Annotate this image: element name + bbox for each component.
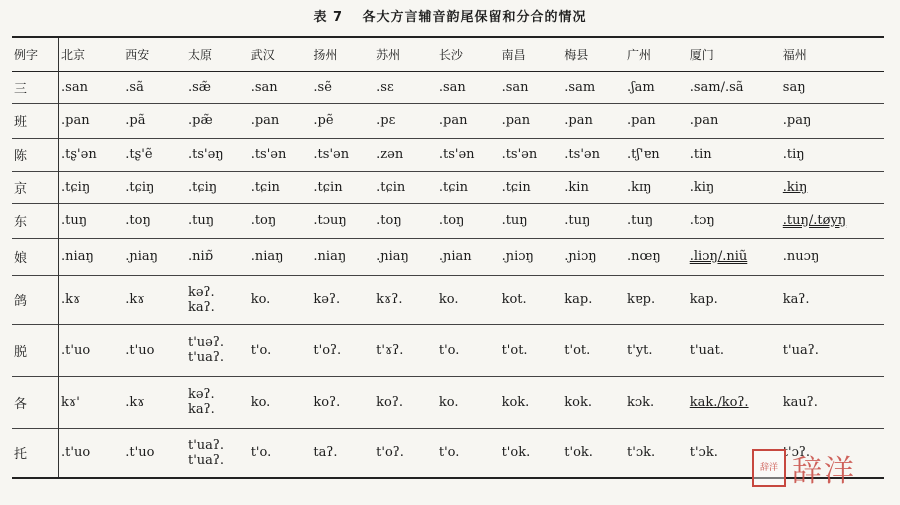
pronunciation-text: .tɔuŋ <box>313 213 347 228</box>
pronunciation-text: .sæ̃ <box>187 79 212 95</box>
pronunciation-cell <box>249 428 312 478</box>
pronunciation-text: .tɕin <box>250 179 280 195</box>
pronunciation-cell <box>781 324 884 376</box>
pronunciation-cell <box>186 275 249 324</box>
pronunciation-text: kɔk. <box>627 394 655 410</box>
pronunciation-cell <box>437 376 500 428</box>
pronunciation-cell <box>59 171 124 203</box>
pronunciation-cell <box>374 203 437 238</box>
pronunciation-cell <box>781 71 884 103</box>
dialect-table <box>12 36 884 479</box>
pronunciation-text: .kin <box>564 179 589 195</box>
pronunciation-text: .sɛ <box>376 79 394 95</box>
pronunciation-cell <box>625 275 688 324</box>
pronunciation-text: .ts'ən <box>438 147 475 162</box>
pronunciation-text: .paŋ <box>782 113 812 128</box>
pronunciation-text: ko. <box>250 292 271 307</box>
column-header: 福州 <box>782 47 807 62</box>
pronunciation-text: kap. <box>564 292 593 307</box>
pronunciation-text: t'ot. <box>564 342 591 358</box>
pronunciation-text: t'ɤʔ. <box>376 342 404 358</box>
pronunciation-text: .zən <box>376 147 404 162</box>
pronunciation-cell <box>688 238 781 275</box>
column-header: 长沙 <box>438 47 463 62</box>
table-row <box>12 71 884 103</box>
pronunciation-text: .t'uo <box>125 445 155 461</box>
pronunciation-cell <box>59 428 124 478</box>
column-header: 西安 <box>125 47 150 62</box>
pronunciation-cell <box>249 203 312 238</box>
pronunciation-text: .pæ̃ <box>187 113 213 128</box>
pronunciation-cell <box>123 171 186 203</box>
pronunciation-cell <box>437 203 500 238</box>
pronunciation-cell <box>781 103 884 138</box>
pronunciation-text: .kɤ <box>61 292 81 307</box>
pronunciation-text: .tɕin <box>313 179 343 195</box>
pronunciation-text: .tɕin <box>376 179 406 195</box>
pronunciation-cell <box>688 71 781 103</box>
pronunciation-text: .tuŋ/.tøyŋ <box>782 213 847 228</box>
pronunciation-cell <box>562 324 625 376</box>
column-header: 厦门 <box>689 47 714 62</box>
pronunciation-cell <box>562 275 625 324</box>
watermark <box>752 448 856 488</box>
pronunciation-text: .toŋ <box>376 213 402 228</box>
pronunciation-cell <box>374 103 437 138</box>
pronunciation-text: t'o. <box>250 445 272 461</box>
pronunciation-cell <box>374 376 437 428</box>
pronunciation-cell <box>781 171 884 203</box>
pronunciation-text: .t'uo <box>125 342 155 358</box>
pronunciation-text: .liɔŋ/.niũ <box>689 249 748 264</box>
pronunciation-text: .nuɔŋ <box>782 249 820 264</box>
pronunciation-cell <box>374 71 437 103</box>
pronunciation-text: .toŋ <box>438 213 465 228</box>
pronunciation-text: .ɲian <box>438 249 472 264</box>
pronunciation-cell <box>625 203 688 238</box>
pronunciation-text: .tʂ'ẽ <box>125 147 153 162</box>
pronunciation-text: .pan <box>250 113 280 128</box>
table-row <box>12 138 884 171</box>
pronunciation-text: .pan <box>438 113 468 128</box>
pronunciation-cell <box>59 376 124 428</box>
pronunciation-text: .ts'əŋ <box>187 147 224 162</box>
column-header: 梅县 <box>564 47 589 62</box>
pronunciation-text: .tɔŋ <box>689 213 715 228</box>
pronunciation-cell <box>625 71 688 103</box>
pronunciation-text: t'oʔ. <box>376 445 404 461</box>
pronunciation-text: .niaŋ <box>61 249 94 264</box>
pronunciation-text: .tuŋ <box>564 213 591 228</box>
pronunciation-text: t'oʔ. <box>313 342 342 358</box>
pronunciation-text: t'ɔk. <box>689 445 718 461</box>
pronunciation-cell <box>437 275 500 324</box>
pronunciation-cell <box>625 324 688 376</box>
header-row <box>12 37 884 71</box>
pronunciation-text: kauʔ. <box>782 394 818 410</box>
pronunciation-cell <box>781 238 884 275</box>
pronunciation-text: .sam/.sã <box>689 79 744 95</box>
pronunciation-text: kəʔ. <box>313 292 341 307</box>
pronunciation-text: .toŋ <box>250 213 277 228</box>
pronunciation-cell <box>311 203 374 238</box>
pronunciation-text: .tɕiŋ <box>61 179 91 195</box>
pronunciation-text: t'uəʔ. t'uaʔ. <box>187 335 225 365</box>
table-row <box>12 238 884 275</box>
pronunciation-cell <box>123 275 186 324</box>
table-body <box>12 71 884 478</box>
pronunciation-cell <box>123 203 186 238</box>
column-header: 南昌 <box>501 47 526 62</box>
pronunciation-text: .t'uo <box>61 445 91 461</box>
pronunciation-cell <box>311 376 374 428</box>
column-header: 扬州 <box>313 47 338 62</box>
pronunciation-cell <box>249 238 312 275</box>
pronunciation-cell <box>437 238 500 275</box>
watermark-logo-text: 辞洋 <box>759 463 778 473</box>
pronunciation-text: .san <box>501 79 529 95</box>
pronunciation-text: .pẽ <box>313 113 334 128</box>
pronunciation-text: .tɕiŋ <box>125 179 155 195</box>
pronunciation-cell <box>500 138 563 171</box>
pronunciation-text: .pɛ <box>376 113 396 128</box>
pronunciation-cell <box>311 275 374 324</box>
table-row <box>12 203 884 238</box>
pronunciation-text: .tin <box>689 147 712 162</box>
pronunciation-text: .kɪŋ <box>627 179 652 195</box>
pronunciation-cell <box>688 171 781 203</box>
watermark-text: 辞洋 <box>792 454 856 489</box>
pronunciation-text: t'ok. <box>564 445 593 461</box>
pronunciation-text: .pan <box>501 113 531 128</box>
pronunciation-text: .nœŋ <box>627 249 661 264</box>
pronunciation-cell <box>625 238 688 275</box>
column-header: 苏州 <box>376 47 401 62</box>
pronunciation-cell <box>374 171 437 203</box>
pronunciation-text: .tiŋ <box>782 147 805 162</box>
pronunciation-cell <box>59 275 124 324</box>
pronunciation-text: .tʂ'ən <box>61 147 97 162</box>
pronunciation-text: .tɕiŋ <box>187 179 218 195</box>
pronunciation-text: .san <box>61 79 88 95</box>
pronunciation-cell <box>123 71 186 103</box>
table-row <box>12 324 884 376</box>
pronunciation-cell <box>562 138 625 171</box>
pronunciation-cell <box>562 238 625 275</box>
example-char: 三 <box>12 71 59 103</box>
pronunciation-cell <box>688 275 781 324</box>
pronunciation-cell <box>249 103 312 138</box>
pronunciation-cell <box>437 171 500 203</box>
pronunciation-cell <box>374 138 437 171</box>
column-header: 广州 <box>627 47 652 62</box>
pronunciation-cell <box>123 376 186 428</box>
pronunciation-text: kɤ' <box>61 394 80 410</box>
pronunciation-text: .ts'ən <box>313 147 350 162</box>
pronunciation-text: .t'uo <box>61 342 91 358</box>
pronunciation-cell <box>186 376 249 428</box>
pronunciation-text: .san <box>250 79 278 95</box>
pronunciation-cell <box>59 138 124 171</box>
pronunciation-text: t'ok. <box>501 445 531 461</box>
pronunciation-cell <box>437 428 500 478</box>
example-char: 各 <box>12 376 59 428</box>
pronunciation-cell <box>625 138 688 171</box>
pronunciation-text: ko. <box>250 394 271 410</box>
pronunciation-cell <box>781 275 884 324</box>
pronunciation-cell <box>374 238 437 275</box>
example-char: 班 <box>12 103 59 138</box>
pronunciation-text: .tɕin <box>501 179 531 195</box>
table-row <box>12 103 884 138</box>
pronunciation-text: .niɒ̃ <box>187 249 213 264</box>
pronunciation-text: .ʃam <box>627 79 655 95</box>
pronunciation-cell <box>688 376 781 428</box>
pronunciation-cell <box>311 103 374 138</box>
pronunciation-text: ko. <box>438 394 459 410</box>
pronunciation-text: .tuŋ <box>187 213 215 228</box>
pronunciation-cell <box>59 324 124 376</box>
pronunciation-text: .ɲiaŋ <box>125 249 159 264</box>
pronunciation-text: t'o. <box>438 342 460 358</box>
pronunciation-cell <box>186 171 249 203</box>
pronunciation-cell <box>311 324 374 376</box>
pronunciation-text: .sã <box>125 79 144 95</box>
example-char: 鸽 <box>12 275 59 324</box>
pronunciation-cell <box>311 71 374 103</box>
example-char: 托 <box>12 428 59 478</box>
pronunciation-cell <box>500 428 563 478</box>
pronunciation-cell <box>562 171 625 203</box>
pronunciation-text: kap. <box>689 292 718 307</box>
pronunciation-cell <box>311 138 374 171</box>
pronunciation-cell <box>688 324 781 376</box>
pronunciation-text: .pan <box>61 113 90 128</box>
pronunciation-text: .sẽ <box>313 79 332 95</box>
pronunciation-cell <box>186 324 249 376</box>
pronunciation-text: .ts'ən <box>250 147 287 162</box>
pronunciation-text: .niaŋ <box>250 249 284 264</box>
pronunciation-text: t'ɔk. <box>627 445 656 461</box>
column-header: 太原 <box>187 47 212 62</box>
pronunciation-cell <box>59 238 124 275</box>
pronunciation-cell <box>625 376 688 428</box>
column-header: 例字 <box>12 37 59 71</box>
pronunciation-text: .kɤ <box>125 292 145 307</box>
pronunciation-cell <box>123 324 186 376</box>
pronunciation-cell <box>437 103 500 138</box>
pronunciation-cell <box>781 138 884 171</box>
pronunciation-text: kəʔ. kaʔ. <box>187 387 215 417</box>
pronunciation-cell <box>374 428 437 478</box>
example-char: 脱 <box>12 324 59 376</box>
pronunciation-cell <box>186 71 249 103</box>
pronunciation-cell <box>249 376 312 428</box>
pronunciation-cell <box>500 103 563 138</box>
pronunciation-text: t'uaʔ. t'uaʔ. <box>187 437 225 468</box>
pronunciation-cell <box>374 275 437 324</box>
pronunciation-text: .ts'ən <box>501 147 538 162</box>
pronunciation-text: .sam <box>564 79 596 95</box>
pronunciation-cell <box>500 376 563 428</box>
pronunciation-cell <box>500 71 563 103</box>
pronunciation-cell <box>500 324 563 376</box>
pronunciation-cell <box>500 275 563 324</box>
pronunciation-text: .kiŋ <box>782 179 808 195</box>
pronunciation-text: t'uat. <box>689 342 725 358</box>
pronunciation-text: t'ot. <box>501 342 528 358</box>
pronunciation-cell <box>500 238 563 275</box>
pronunciation-cell <box>249 324 312 376</box>
pronunciation-cell <box>123 103 186 138</box>
pronunciation-cell <box>249 275 312 324</box>
pronunciation-text: .ɲiɔŋ <box>501 249 534 264</box>
table-row <box>12 171 884 203</box>
pronunciation-cell <box>374 324 437 376</box>
pronunciation-cell <box>186 103 249 138</box>
pronunciation-text: kɤʔ. <box>376 292 403 307</box>
pronunciation-cell <box>688 203 781 238</box>
pronunciation-cell <box>186 203 249 238</box>
pronunciation-text: saŋ <box>782 79 806 95</box>
pronunciation-text: kok. <box>501 394 530 410</box>
pronunciation-text: .tʃ'ɐn <box>627 147 660 162</box>
column-header: 武汉 <box>250 47 275 62</box>
pronunciation-text: .pan <box>564 113 593 128</box>
pronunciation-cell <box>562 428 625 478</box>
example-char: 娘 <box>12 238 59 275</box>
pronunciation-text: t'uaʔ. <box>782 342 819 358</box>
pronunciation-cell <box>625 103 688 138</box>
pronunciation-cell <box>437 138 500 171</box>
pronunciation-text: .toŋ <box>125 213 151 228</box>
pronunciation-cell <box>123 428 186 478</box>
pronunciation-text: .tɕin <box>438 179 469 195</box>
pronunciation-cell <box>59 103 124 138</box>
pronunciation-cell <box>59 71 124 103</box>
pronunciation-text: ko. <box>438 292 459 307</box>
pronunciation-cell <box>625 428 688 478</box>
table-title: 各大方言辅音韵尾保留和分合的情况 <box>362 10 587 25</box>
pronunciation-cell <box>562 103 625 138</box>
pronunciation-cell <box>123 138 186 171</box>
pronunciation-cell <box>186 138 249 171</box>
example-char: 陈 <box>12 138 59 171</box>
pronunciation-cell <box>311 428 374 478</box>
pronunciation-text: taʔ. <box>313 445 338 461</box>
pronunciation-cell <box>500 171 563 203</box>
pronunciation-text: koʔ. <box>313 394 341 410</box>
pronunciation-text: t'yt. <box>627 342 653 358</box>
table-row <box>12 275 884 324</box>
pronunciation-text: .tuŋ <box>61 213 88 228</box>
pronunciation-text: kok. <box>564 394 593 410</box>
pronunciation-text: kak./koʔ. <box>689 394 749 410</box>
pronunciation-cell <box>186 238 249 275</box>
pronunciation-text: kɐp. <box>627 292 656 307</box>
pronunciation-cell <box>625 171 688 203</box>
pronunciation-cell <box>688 103 781 138</box>
pronunciation-text: t'o. <box>438 445 460 461</box>
table-row <box>12 376 884 428</box>
pronunciation-text: .tuŋ <box>627 213 654 228</box>
pronunciation-text: kaʔ. <box>782 292 810 307</box>
pronunciation-cell <box>186 428 249 478</box>
column-header: 北京 <box>61 47 86 62</box>
watermark-logo <box>752 449 786 487</box>
pronunciation-text: .pan <box>627 113 656 128</box>
pronunciation-cell <box>437 324 500 376</box>
pronunciation-cell <box>311 171 374 203</box>
pronunciation-cell <box>500 203 563 238</box>
pronunciation-text: .san <box>438 79 466 95</box>
pronunciation-cell <box>249 71 312 103</box>
pronunciation-cell <box>437 71 500 103</box>
pronunciation-text: koʔ. <box>376 394 403 410</box>
table-caption <box>0 6 900 25</box>
pronunciation-text: .pan <box>689 113 719 128</box>
pronunciation-cell <box>562 376 625 428</box>
pronunciation-cell <box>59 203 124 238</box>
pronunciation-text: .kiŋ <box>689 179 715 195</box>
pronunciation-text: t'o. <box>250 342 272 358</box>
pronunciation-cell <box>781 203 884 238</box>
example-char: 京 <box>12 171 59 203</box>
pronunciation-text: .ts'ən <box>564 147 600 162</box>
pronunciation-cell <box>249 171 312 203</box>
pronunciation-text: .ɲiɔŋ <box>564 249 597 264</box>
example-char: 东 <box>12 203 59 238</box>
table-number: 表 7 <box>313 10 344 25</box>
pronunciation-cell <box>249 138 312 171</box>
pronunciation-cell <box>688 138 781 171</box>
pronunciation-text: kəʔ. kaʔ. <box>187 284 215 315</box>
pronunciation-cell <box>562 203 625 238</box>
pronunciation-text: .ɲiaŋ <box>376 249 409 264</box>
pronunciation-cell <box>311 238 374 275</box>
pronunciation-text: kot. <box>501 292 527 307</box>
pronunciation-text: t'ɔʔ. <box>782 445 810 461</box>
pronunciation-cell <box>123 238 186 275</box>
pronunciation-cell <box>781 376 884 428</box>
pronunciation-text: .tuŋ <box>501 213 528 228</box>
pronunciation-cell <box>562 71 625 103</box>
pronunciation-text: .pã <box>125 113 146 128</box>
pronunciation-text: .niaŋ <box>313 249 347 264</box>
pronunciation-text: .kɤ <box>125 394 145 410</box>
